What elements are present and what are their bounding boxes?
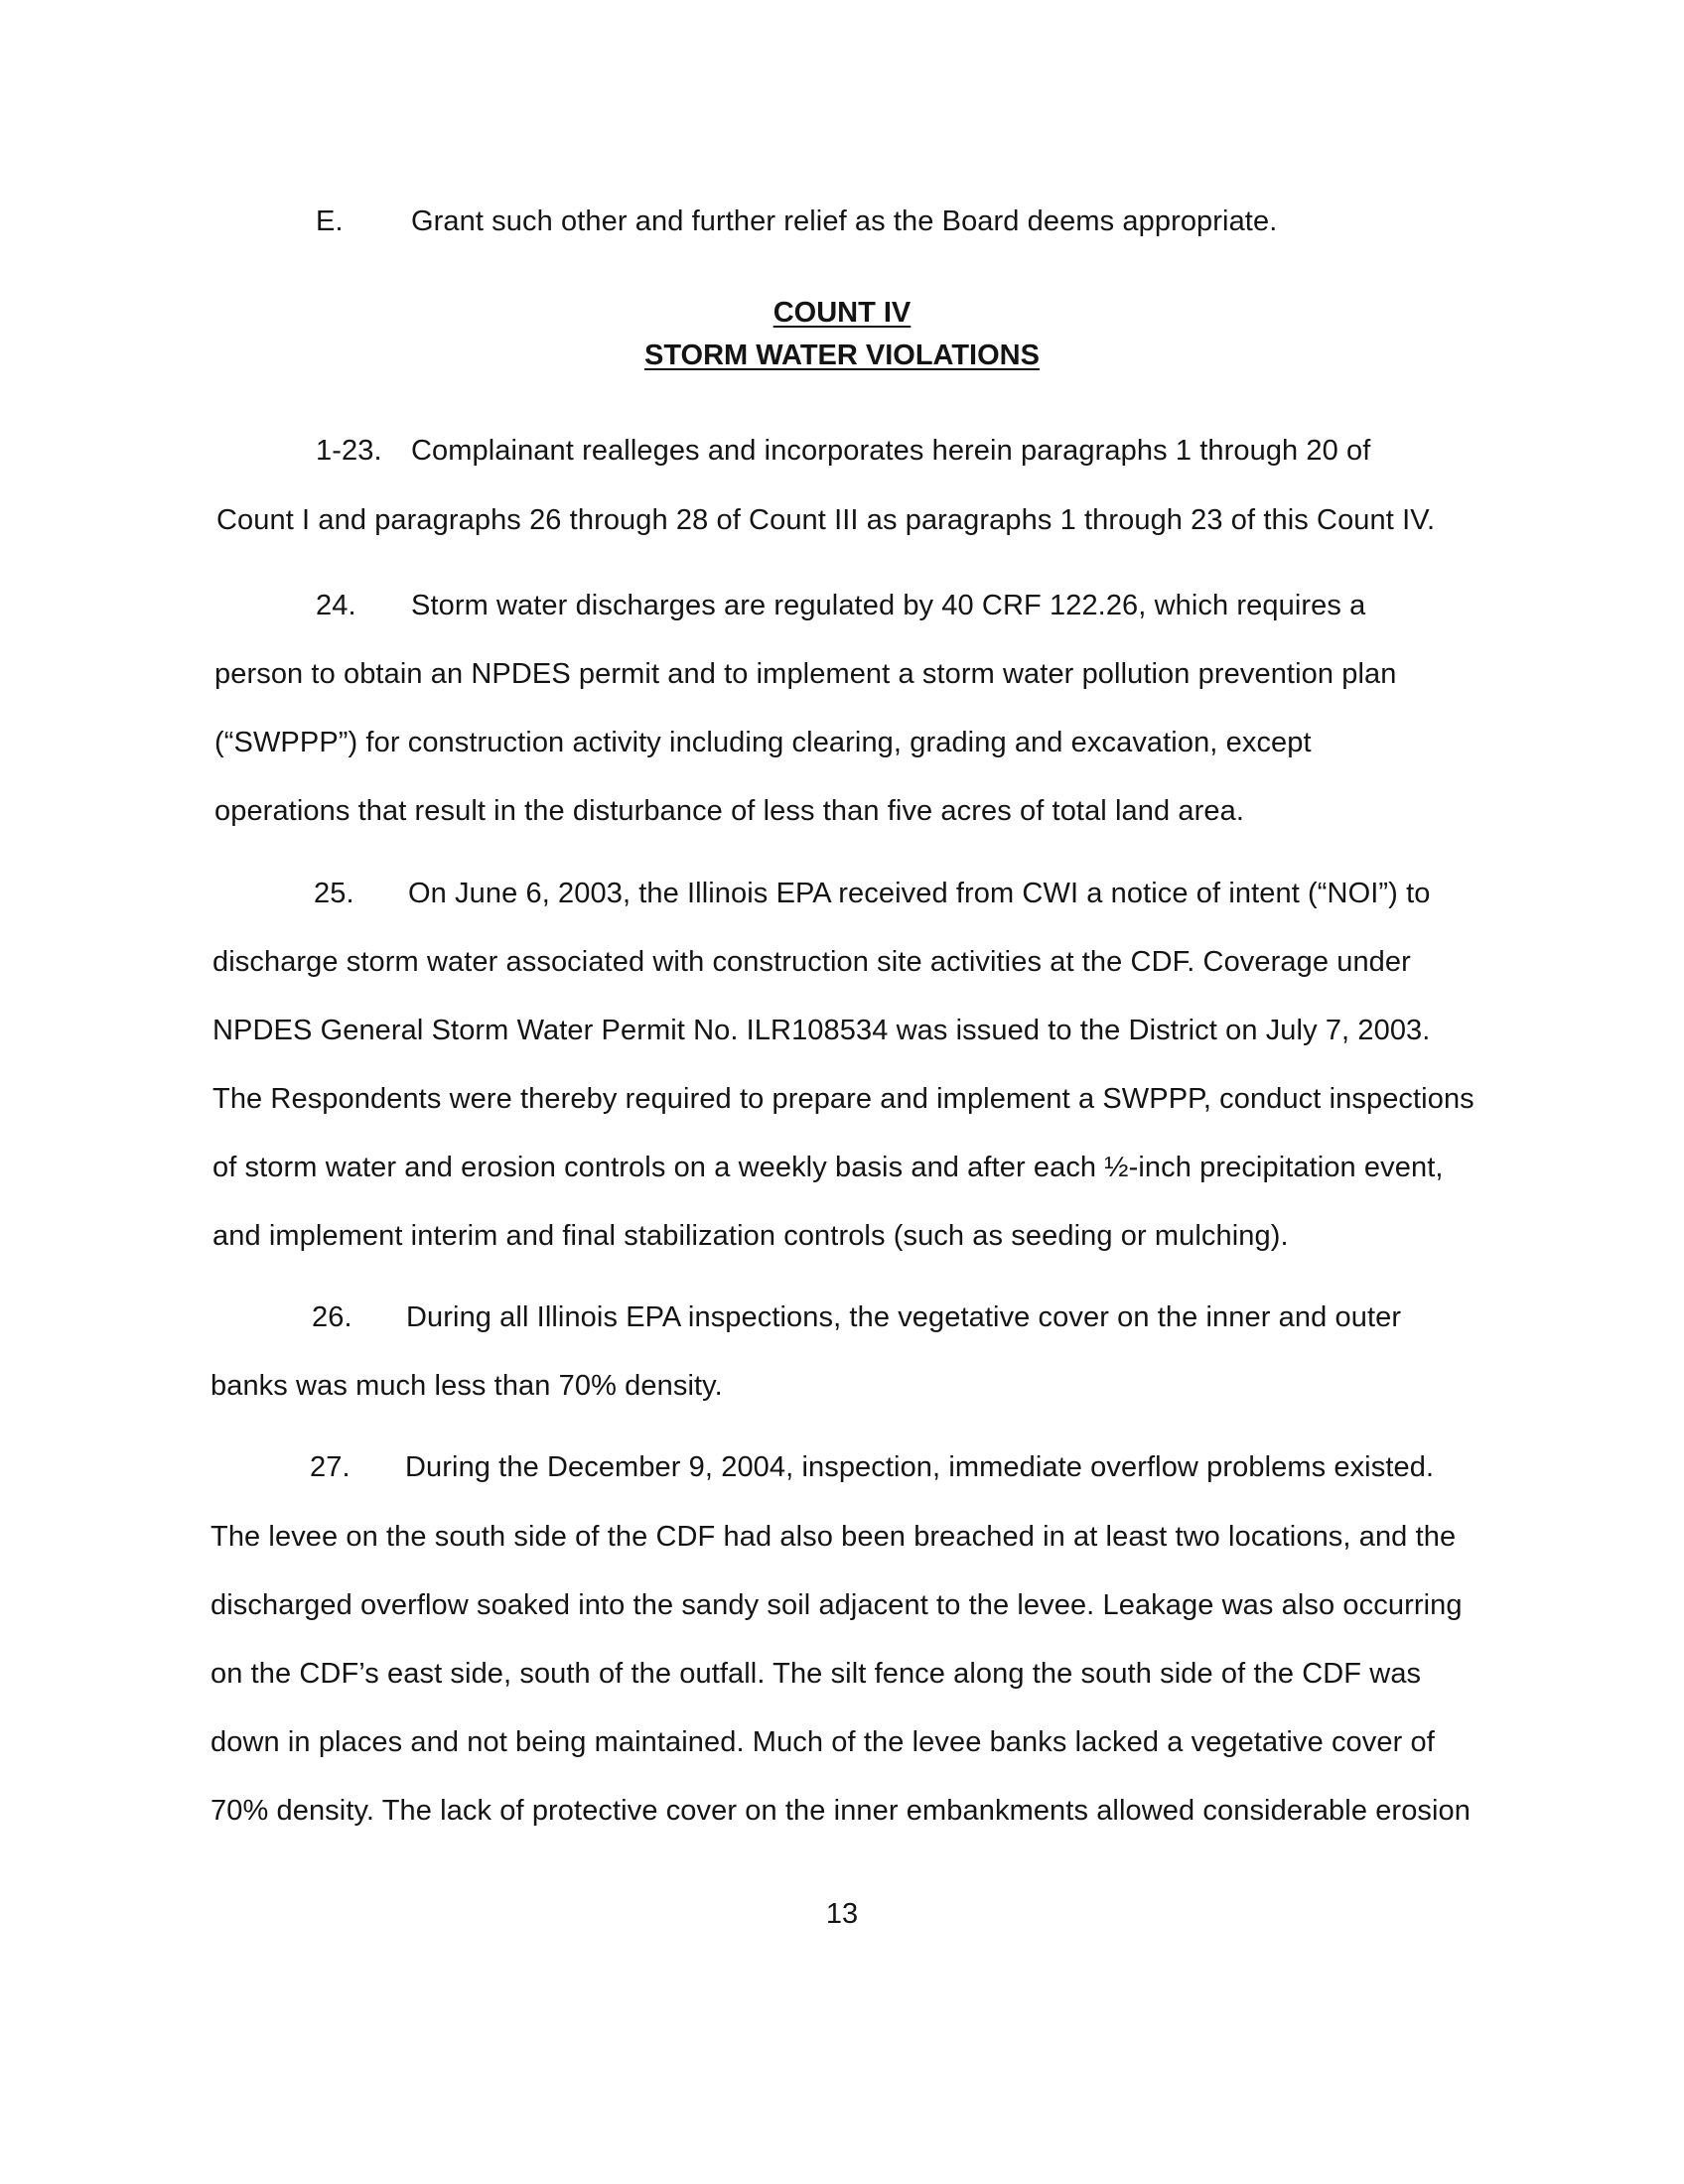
paragraph-line: The levee on the south side of the CDF had also been breached in at least two locations, and the — [210, 1521, 1457, 1553]
paragraph-line: During all Illinois EPA inspections, the vegetative cover on the inner and outer — [406, 1301, 1402, 1333]
paragraph-line: Count I and paragraphs 26 through 28 of Count III as paragraphs 1 through 23 of this Count IV. — [216, 504, 1436, 536]
paragraph-line: 70% density. The lack of protective cover on the inner embankments allowed considerable erosion — [210, 1795, 1472, 1827]
count-subtitle: STORM WATER VIOLATIONS — [644, 340, 1040, 371]
paragraph-number: 26. — [312, 1301, 352, 1333]
paragraph-line: of storm water and erosion controls on a weekly basis and after each ½-inch precipitation event, — [212, 1152, 1444, 1183]
item-e-label: E. — [316, 205, 344, 237]
paragraph-line: On June 6, 2003, the Illinois EPA received from CWI a notice of intent (“NOI”) to — [408, 878, 1431, 909]
paragraph-line: discharge storm water associated with construction site activities at the CDF. Coverage under — [212, 946, 1411, 978]
paragraph-number: 1-23. — [316, 435, 382, 467]
paragraph-number: 27. — [310, 1451, 351, 1483]
paragraph-line: on the CDF’s east side, south of the outfall. The silt fence along the south side of the CDF was — [210, 1658, 1422, 1690]
paragraph-line: (“SWPPP”) for construction activity including clearing, grading and excavation, except — [214, 727, 1312, 758]
paragraph-line: During the December 9, 2004, inspection, immediate overflow problems existed. — [405, 1451, 1435, 1483]
paragraph-line: discharged overflow soaked into the sandy soil adjacent to the levee. Leakage was also occurring — [210, 1589, 1463, 1621]
paragraph-line: down in places and not being maintained. Much of the levee banks lacked a vegetative cover of — [210, 1726, 1435, 1758]
paragraph-line: NPDES General Storm Water Permit No. ILR108534 was issued to the District on July 7, 2003. — [212, 1015, 1431, 1046]
count-title: COUNT IV — [772, 297, 912, 329]
page-number: 13 — [825, 1898, 859, 1930]
paragraph-line: banks was much less than 70% density. — [210, 1370, 723, 1402]
paragraph-number: 25. — [314, 878, 354, 909]
paragraph-line: person to obtain an NPDES permit and to implement a storm water pollution prevention plan — [214, 658, 1397, 690]
item-e-text: Grant such other and further relief as the Board deems appropriate. — [411, 205, 1278, 237]
paragraph-number: 24. — [316, 590, 356, 621]
paragraph-line: operations that result in the disturbance of less than five acres of total land area. — [214, 795, 1244, 827]
paragraph-line: and implement interim and final stabilization controls (such as seeding or mulching). — [212, 1220, 1289, 1252]
paragraph-line: Complainant realleges and incorporates herein paragraphs 1 through 20 of — [411, 435, 1371, 467]
paragraph-line: The Respondents were thereby required to prepare and implement a SWPPP, conduct inspections — [212, 1083, 1474, 1115]
paragraph-line: Storm water discharges are regulated by 40 CRF 122.26, which requires a — [411, 590, 1366, 621]
